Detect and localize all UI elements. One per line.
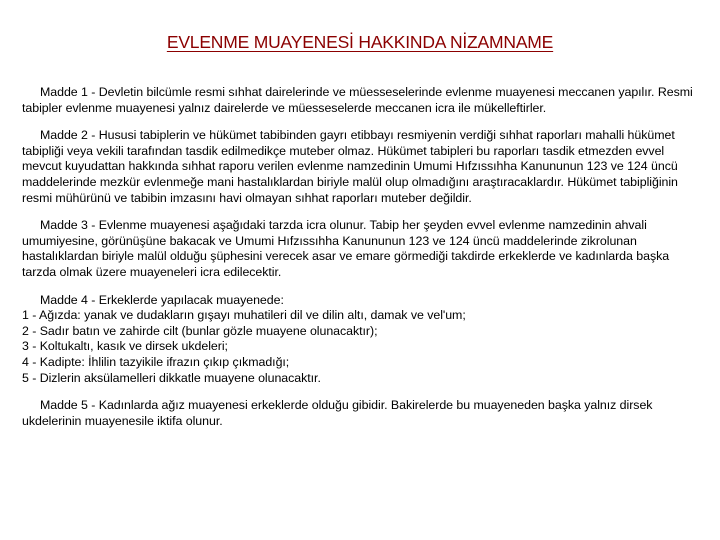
article-2 — [22, 128, 702, 206]
article-label: Madde 3 - — [40, 218, 99, 233]
article-4 — [22, 293, 702, 387]
article-text: Devletin bilcümle resmi sıhhat dairelerinde ve müesseselerinde evlenme muayenesi meccanen yapılır. Resmi tabipler evlenme muayenesi yalnız dairelerde ve müesseselerde meccanen icra ile mükelleftirler. — [22, 85, 693, 115]
article-text: Evlenme muayenesi aşağıdaki tarzda icra olunur. Tabip her şeyden evvel evlenme namzedinin ahvali umumiyesine, görünüşüne bakacak ve Umumi Hıfzıssıhha Kanununun 123 ve 124 üncü maddelerinde zikrolunan hastalıklardan biriyle malül olduğu şüphesini verecek asar ve emare görmediği takdirde erkeklerde ve kadınlarda başka tarzda olmak üzere muayeneleri icra edilecektir. — [22, 218, 670, 279]
list-item: 4 - Kadipte: İhlilin tazyikile ifrazın çıkıp çıkmadığı; — [22, 354, 290, 369]
list-item: 5 - Dizlerin aksülamelleri dikkatle muayene olunacaktır. — [22, 370, 321, 385]
document-title: EVLENME MUAYENESİ HAKKINDA NİZAMNAME — [166, 32, 554, 52]
article-text: Erkeklerde yapılacak muayenede: — [98, 292, 284, 307]
article-label: Madde 4 - — [40, 292, 99, 307]
article-5 — [22, 398, 702, 429]
list-item: 3 - Koltukaltı, kasık ve dirsek ukdeleri; — [22, 339, 228, 354]
article-text: Hususi tabiplerin ve hükümet tabibinden gayrı etibbayı resmiyenin verdiği sıhhat raporları mahalli hükümet tabipliği veya vekili tarafından tasdik edilmedikçe muteber olmaz. Hükümet tabipleri bu raporları tasdik etmezden evvel mevcut kuyudattan hakkında sıhhat raporu verilen evlenme namzedinin Umumi Hıfzıssıhha Kanununun 123 ve 124 üncü maddelerinde mezkür evlenmeğe mani hastalıklardan biriyle malül olup olmadığını araştıracaklardır. Hükümet tabipliğinin resmi mühürünü ve tabibin imzasını havi olmayan sıhhat raporları muteber değildir. — [22, 128, 678, 205]
article-text: Kadınlarda ağız muayenesi erkeklerde olduğu gibidir. Bakirelerde bu muayeneden başka yalnız dirsek ukdelerinin muayenesile iktifa olunur. — [22, 398, 653, 428]
article-label: Madde 1 - — [40, 85, 99, 99]
article-label: Madde 5 - — [40, 398, 99, 413]
list-item: 1 - Ağızda: yanak ve dudakların gışayı muhatileri dil ve dilin altı, damak ve vel'um; — [22, 308, 466, 323]
article-1 — [22, 85, 702, 116]
list-item: 2 - Sadır batın ve zahirde cilt (bunlar gözle muayene olunacaktır); — [22, 323, 378, 338]
examination-list — [22, 308, 702, 386]
article-3 — [22, 218, 702, 280]
document-body — [22, 85, 702, 441]
article-label: Madde 2 - — [40, 128, 99, 143]
